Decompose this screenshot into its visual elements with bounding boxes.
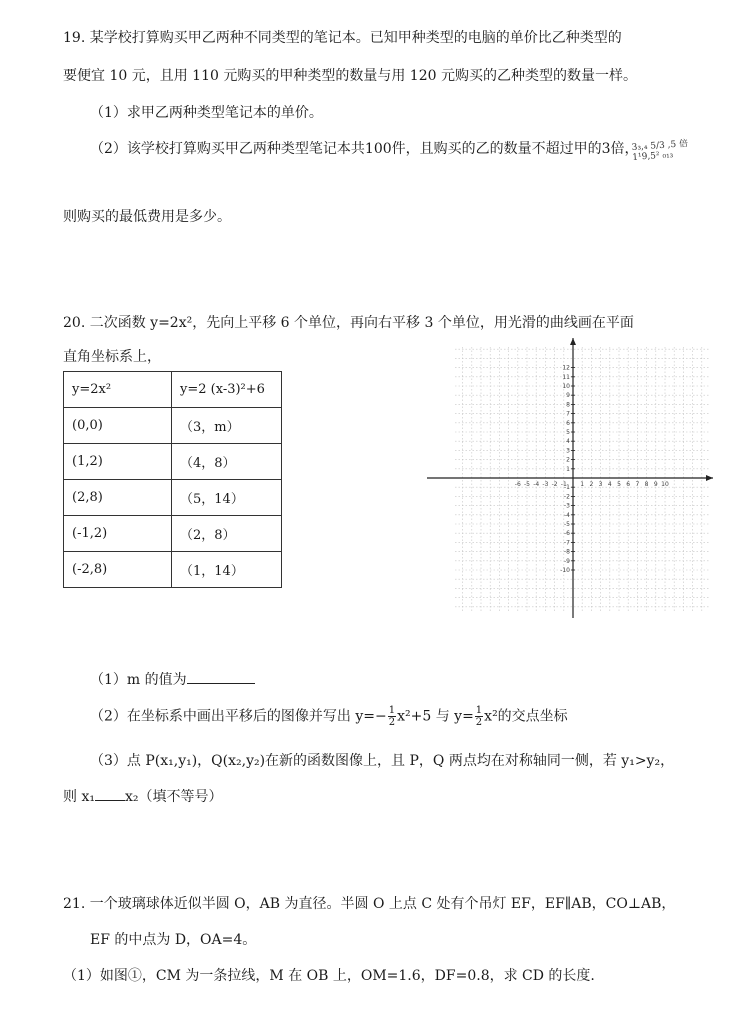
answer-blank	[187, 671, 255, 684]
q20-part-2-text-c: x²的交点坐标	[484, 708, 568, 725]
table-row	[64, 408, 282, 444]
q21-line-2: EF 的中点为 D，OA=4。	[90, 932, 257, 948]
table-row	[64, 552, 282, 588]
x-tick-label: 3	[598, 481, 603, 488]
x-tick-label: 8	[644, 481, 649, 488]
q20-part-2	[90, 705, 568, 728]
y-tick-label: 1	[566, 465, 570, 473]
y-tick-label: 9	[566, 392, 570, 400]
table-cell: （1，14）	[172, 552, 282, 588]
table-row	[64, 480, 282, 516]
answer-blank	[95, 788, 125, 801]
x-tick-label: -1	[560, 481, 567, 488]
q20-part-3: （3）点 P(x₁,y₁)，Q(x₂,y₂)在新的函数图像上，且 P，Q 两点均在对称轴同一侧，若 y₁>y₂，	[90, 753, 675, 769]
x-tick-label: -5	[524, 481, 530, 488]
x-tick-label: 7	[635, 481, 640, 488]
y-tick-label: 10	[562, 383, 570, 390]
x-tick-label: -6	[514, 481, 521, 488]
table-cell: (0,0)	[64, 408, 172, 444]
x-tick-label: 9	[653, 481, 658, 488]
y-tick-label: 2	[566, 456, 570, 464]
q20-part-3-continued	[63, 786, 222, 806]
scribble-line-1: 3₃,₄ 5/3 ,5 倍	[631, 139, 689, 153]
x-tick-label: 2	[589, 481, 594, 488]
y-tick-label: 8	[566, 401, 570, 409]
q19-part-2: （2）该学校打算购买甲乙两种类型笔记本共100件，且购买的乙的数量不超过甲的3倍，	[90, 141, 639, 157]
table-row	[64, 444, 282, 480]
y-tick-label: 5	[566, 429, 570, 436]
fraction-one-half	[388, 705, 396, 728]
y-tick-label: -1	[564, 484, 570, 492]
y-tick-label: 3	[566, 447, 570, 455]
handwritten-scribble	[631, 139, 689, 163]
table-cell: （4，8）	[172, 444, 282, 480]
fraction-numerator: 1	[475, 705, 483, 716]
y-tick-label: 11	[562, 373, 570, 381]
x-tick-label: 1	[580, 481, 585, 488]
q19-line-1: 19. 某学校打算购买甲乙两种不同类型的笔记本。已知甲种类型的电脑的单价比乙种类型的	[63, 30, 622, 46]
x-tick-label: 6	[626, 481, 631, 488]
y-tick-label: -2	[564, 493, 570, 501]
y-tick-label: 6	[566, 419, 570, 427]
q20-line-1: 20. 二次函数 y=2x²，先向上平移 6 个单位，再向右平移 3 个单位，用光滑的曲线画在平面	[63, 315, 634, 331]
table-cell: (2,8)	[64, 480, 172, 516]
scribble-line-2: 1¹9,5² ₀₁₃	[632, 150, 674, 163]
y-tick-label: -10	[560, 567, 570, 574]
y-axis-arrow	[570, 338, 576, 345]
table-cell: （5，14）	[172, 480, 282, 516]
table-cell: （2，8）	[172, 516, 282, 552]
q20-part-1	[90, 669, 255, 689]
x-tick-label: -3	[542, 481, 549, 488]
y-tick-label: -4	[564, 511, 570, 519]
y-tick-label: -5	[564, 521, 570, 528]
table-cell: (-1,2)	[64, 516, 172, 552]
table-cell: (-2,8)	[64, 552, 172, 588]
q20-part-2-text-a: （2）在坐标系中画出平移后的图像并写出 y=−	[90, 708, 387, 725]
table-cell: (1,2)	[64, 444, 172, 480]
table-row	[64, 516, 282, 552]
coordinate-table	[63, 371, 282, 588]
q20-part-1-text: （1）m 的值为	[90, 672, 187, 688]
y-tick-label: -6	[564, 530, 570, 538]
fraction-numerator: 1	[388, 705, 396, 716]
y-tick-label: 7	[566, 410, 570, 418]
x-tick-label: 5	[617, 481, 621, 488]
q20-part-3-text-a: 则 x₁	[63, 789, 95, 805]
fraction-denominator: 2	[388, 717, 396, 728]
q21-line-1: 21. 一个玻璃球体近似半圆 O，AB 为直径。半圆 O 上点 C 处有个吊灯 EF，EF∥AB，CO⊥AB，	[63, 896, 676, 912]
table-header-cell: y=2x²	[64, 372, 172, 408]
y-tick-label: -7	[564, 539, 570, 547]
x-tick-label: 10	[661, 481, 669, 488]
y-tick-label: -3	[564, 502, 570, 510]
x-axis-arrow	[706, 475, 713, 481]
q20-line-2: 直角坐标系上，	[63, 349, 161, 365]
x-tick-label: 4	[607, 481, 612, 488]
y-tick-label: 4	[566, 438, 570, 446]
fraction-denominator: 2	[475, 717, 483, 728]
fraction-one-half	[475, 705, 483, 728]
q19-line-2: 要便宜 10 元，且用 110 元购买的甲种类型的数量与用 120 元购买的乙种类型的数量一样。	[63, 68, 637, 84]
y-tick-label: -8	[564, 548, 570, 556]
q19-part-1: （1）求甲乙两种类型笔记本的单价。	[90, 105, 323, 121]
table-header-cell: y=2 (x-3)²+6	[172, 372, 282, 408]
q20-part-2-text-b: x²+5 与 y=	[397, 708, 474, 725]
coordinate-grid	[425, 335, 715, 620]
table-header-row	[64, 372, 282, 408]
y-tick-label: 12	[562, 364, 570, 372]
x-tick-label: -4	[533, 481, 540, 488]
q19-part-2-continued: 则购买的最低费用是多少。	[63, 209, 231, 225]
table-cell: （3，m）	[172, 408, 282, 444]
q21-part-1: （1）如图①，CM 为一条拉线，M 在 OB 上，OM=1.6，DF=0.8，求 CD 的长度.	[63, 968, 595, 984]
y-tick-label: -9	[564, 557, 570, 565]
q20-part-3-text-b: x₂（填不等号）	[124, 789, 223, 805]
x-tick-label: -2	[551, 481, 558, 488]
